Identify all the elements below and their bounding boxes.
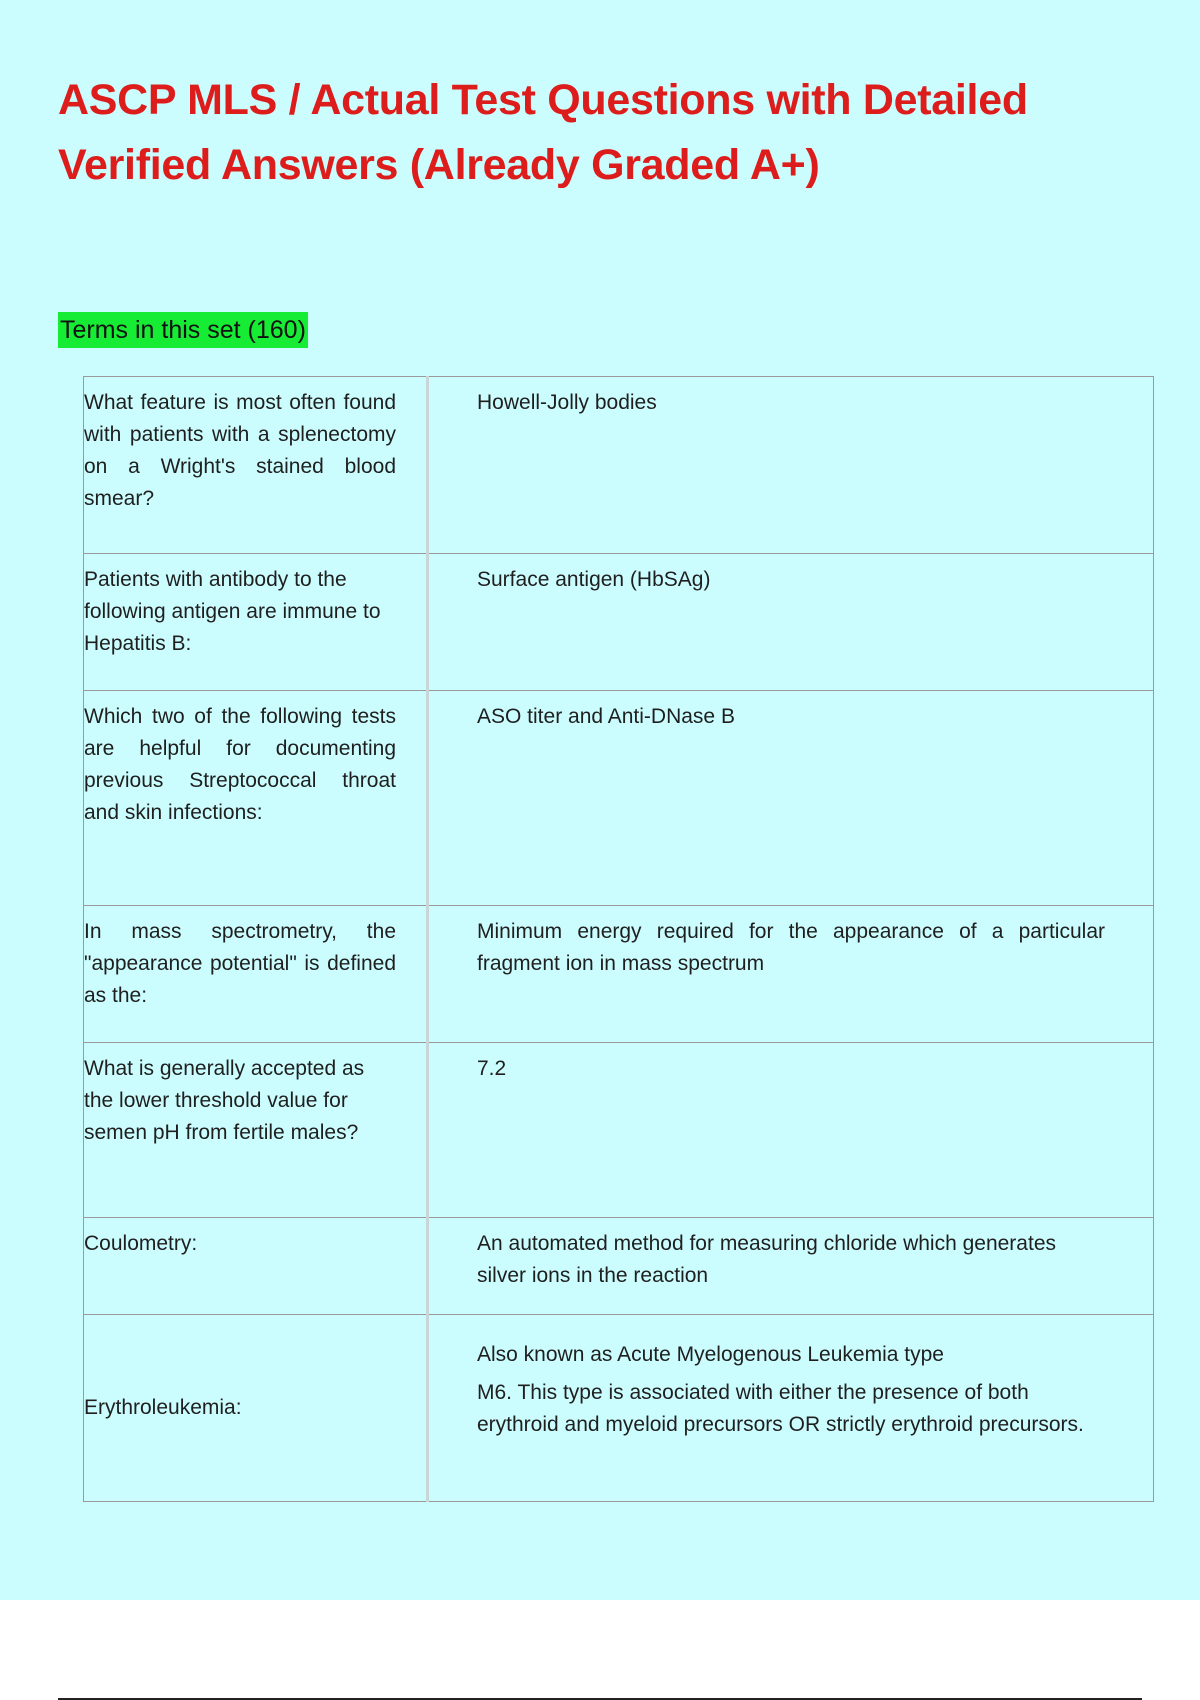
definition-cell: [428, 691, 1154, 906]
definition-cell: [428, 906, 1154, 1043]
definition-text: ASO titer and Anti-DNase B: [477, 705, 735, 728]
definition-cell: [428, 1315, 1154, 1502]
document-title: ASCP MLS / Actual Test Questions with Detailed Verified Answers (Already Graded A+): [58, 76, 1028, 189]
definition-text: Minimum energy required for the appearance of a particular fragment ion in mass spectrum: [477, 920, 1105, 975]
definition-text: An automated method for measuring chloride which generates silver ions in the reaction: [477, 1232, 1056, 1287]
definition-text: Also known as Acute Myelogenous Leukemia type: [477, 1343, 944, 1366]
table-row: [84, 1043, 1154, 1218]
term-cell: What is generally accepted as the lower threshold value for semen pH from fertile males?: [84, 1043, 428, 1218]
term-cell: Patients with antibody to the following antigen are immune to Hepatitis B:: [84, 554, 428, 691]
table-row: [84, 906, 1154, 1043]
definition-text: Surface antigen (HbSAg): [477, 568, 711, 591]
terms-table: [83, 376, 1154, 1502]
terms-count-badge: Terms in this set (160): [58, 312, 308, 348]
definition-cell: [428, 377, 1154, 554]
term-cell: Erythroleukemia:: [84, 1315, 428, 1502]
table-row: [84, 691, 1154, 906]
table-row: [84, 1315, 1154, 1502]
term-cell: Coulometry:: [84, 1218, 428, 1315]
definition-text: 7.2: [477, 1057, 507, 1080]
definition-text: Howell-Jolly bodies: [477, 391, 657, 414]
definition-text: M6. This type is associated with either the presence of both erythroid and myeloid precursors OR strictly erythroid precursors.: [477, 1381, 1084, 1436]
term-cell: In mass spectrometry, the "appearance potential" is defined as the:: [84, 906, 428, 1043]
definition-cell: [428, 554, 1154, 691]
table-row: [84, 554, 1154, 691]
table-row: [84, 377, 1154, 554]
term-cell: What feature is most often found with patients with a splenectomy on a Wright's stained blood smear?: [84, 377, 428, 554]
definition-cell: [428, 1043, 1154, 1218]
table-row: [84, 1218, 1154, 1315]
definition-cell: [428, 1218, 1154, 1315]
term-cell: Which two of the following tests are helpful for documenting previous Streptococcal throat and skin infections:: [84, 691, 428, 906]
